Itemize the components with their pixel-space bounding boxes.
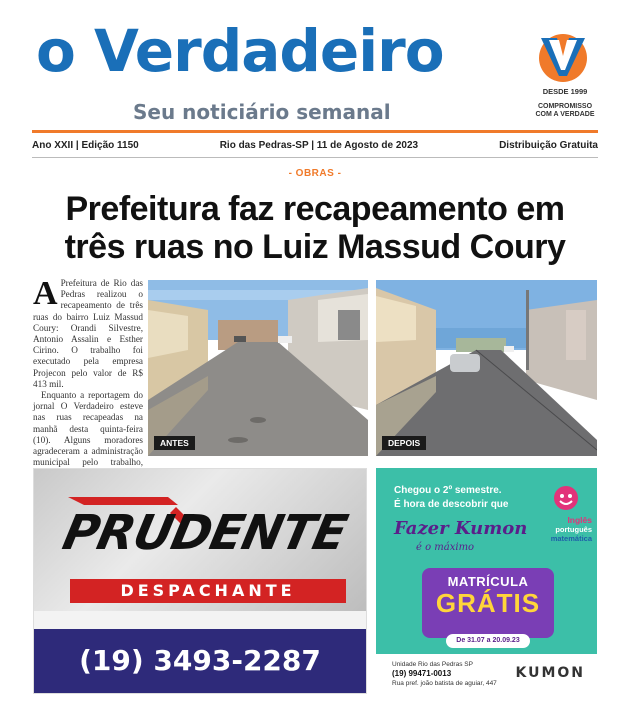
v-logo-icon: [537, 30, 589, 84]
kumon-address: Rua pref. joão batista de aguiar, 447: [392, 680, 497, 687]
kumon-face-icon: [552, 484, 580, 512]
distribution-note: Distribuição Gratuita: [499, 139, 598, 151]
ad-kumon[interactable]: [376, 468, 597, 694]
kumon-headline-line-1: Chegou o 2º semestre.: [394, 485, 502, 496]
headline[interactable]: [20, 190, 610, 266]
photo-before[interactable]: [148, 280, 368, 456]
photo-after-label: DEPOIS: [382, 436, 426, 450]
motto-line-1: COMPROMISSO: [537, 103, 593, 110]
photo-after[interactable]: [376, 280, 597, 456]
drop-cap: A: [33, 275, 58, 312]
street-after-image: [376, 280, 597, 456]
kumon-slogan: Fazer Kumon: [394, 518, 528, 539]
newspaper-tagline: Seu noticiário semanal: [133, 100, 391, 124]
subject-math: matemática: [550, 534, 592, 543]
kumon-footer: [376, 654, 597, 694]
ad-prudente-despachante[interactable]: [33, 468, 367, 694]
prudente-wordmark: PRUDENTE: [58, 505, 352, 561]
article-paragraph-2: Enquanto a reportagem do jornal O Verdadeiro esteve nas ruas recapeadas na manhã desta quinta-feira (10). Alguns moradores agradeceram a administração municipal pelo trabalho,: [33, 390, 143, 468]
section-kicker: - OBRAS -: [288, 168, 342, 179]
enrollment-badge: [422, 568, 554, 638]
badge-line-2: GRÁTIS: [435, 588, 541, 618]
badge-line-1: MATRÍCULA: [447, 574, 529, 589]
motto-line-2: COM A VERDADE: [535, 111, 595, 119]
street-before-image: [148, 280, 368, 456]
photo-before-label: ANTES: [154, 436, 195, 450]
motto: [528, 103, 602, 120]
kumon-headline: [394, 484, 534, 512]
subject-english: Inglês: [567, 515, 592, 525]
kumon-logo: KUMON: [515, 665, 585, 681]
kumon-unit: Unidade Rio das Pedras SP: [392, 661, 473, 668]
since-year: DESDE 1999: [542, 87, 588, 96]
kumon-subjects: [530, 516, 592, 543]
infobar-divider: [32, 157, 598, 158]
kumon-phone[interactable]: (19) 99471-0013: [392, 669, 452, 678]
place-date: Rio das Pedras-SP | 11 de Agosto de 2023: [219, 139, 419, 151]
article-paragraph-1: Prefeitura de Rio das Pedras realizou o recapeamento de três ruas do bairro Luiz Massud Coury: Orandi Silvestre, Antonio Assalin e Esther Cirino. O trabalho foi executado pela empresa Projecon pelo valor de R$ 413 mil.: [33, 278, 143, 389]
kumon-slogan-sub: é o máximo: [416, 542, 475, 553]
edition-infobar: [32, 137, 598, 153]
prudente-phone[interactable]: (19) 3493-2287: [34, 629, 366, 693]
masthead: [0, 0, 630, 130]
enrollment-dates: De 31.07 a 20.09.23: [446, 634, 530, 648]
edition-number: Ano XXII | Edição 1150: [32, 139, 139, 151]
despachante-banner: DESPACHANTE: [70, 579, 346, 603]
kumon-headline-line-2: É hora de descobrir que: [394, 499, 509, 510]
masthead-divider: [32, 130, 598, 133]
subject-portuguese: português: [555, 525, 592, 534]
newspaper-title: o Verdadeiro: [36, 17, 444, 85]
headline-line-1: Prefeitura faz recapeamento em: [65, 190, 565, 228]
headline-line-2: três ruas no Luiz Massud Coury: [64, 228, 566, 266]
